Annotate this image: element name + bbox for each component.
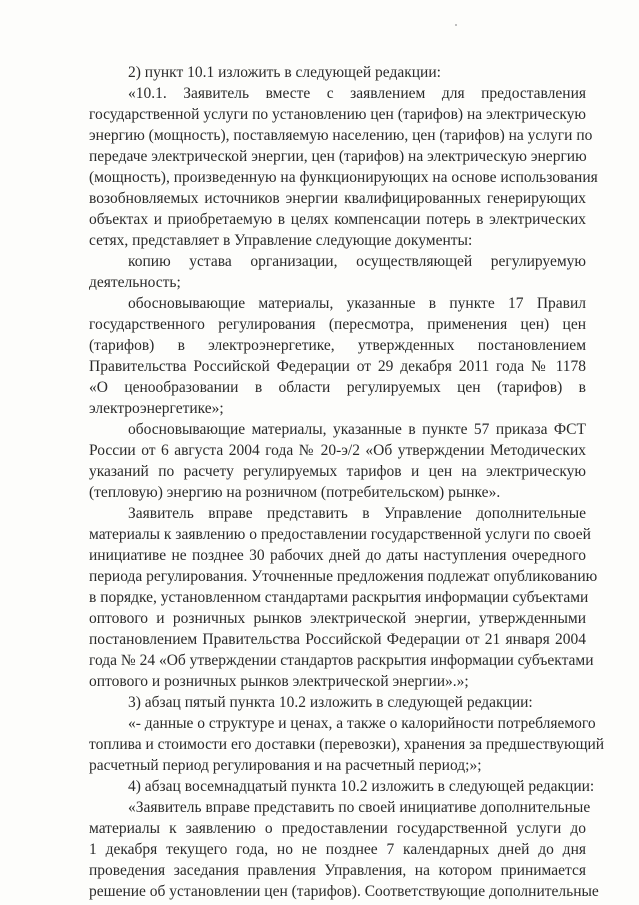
text-line: 3) абзац пятый пункта 10.2 изложить в следующей редакции:	[128, 694, 533, 711]
text-line: решение об установлении цен (тарифов). Соответствующие дополнительные	[89, 883, 599, 900]
text-line: Заявитель вправе представить в Управление дополнительные	[128, 505, 586, 522]
text-line: энергию (мощность), поставляемую населению, цен (тарифов) на услуги по	[89, 127, 593, 144]
text-line: (тарифов) в электроэнергетике, утвержденных постановлением	[89, 337, 586, 354]
text-line: (тепловую) энергию на розничном (потребительском) рынке».	[89, 484, 501, 501]
text-line: топлива и стоимости его доставки (перевозки), хранения за предшествующий	[89, 736, 605, 753]
text-line: расчетный период регулирования и на расчетный период;»;	[89, 757, 482, 774]
text-line: материалы к заявлению о предоставлении государственной услуги до	[89, 820, 586, 837]
text-line: указаний по расчету регулируемых тарифов и цен на электрическую	[89, 463, 586, 480]
text-line: года № 24 «Об утверждении стандартов раскрытия информации субъектами	[89, 652, 594, 669]
scan-speck	[455, 24, 457, 26]
text-line: инициативе не позднее 30 рабочих дней до даты наступления очередного	[89, 547, 586, 564]
text-line: «10.1. Заявитель вместе с заявлением для предоставления	[128, 85, 586, 102]
text-line: деятельность;	[89, 274, 181, 291]
text-line: (мощность), произведенную на функционирующих на основе использования	[89, 169, 598, 186]
text-line: возобновляемых источников энергии квалифицированных генерирующих	[89, 190, 586, 207]
text-line: проведения заседания правления Управления, на котором принимается	[89, 862, 586, 879]
text-line: государственного регулирования (пересмотра, применения цен) цен	[89, 316, 586, 333]
text-line: в порядке, установленном стандартами раскрытия информации субъектами	[89, 589, 589, 606]
text-line: копию устава организации, осуществляющей регулируемую	[128, 253, 586, 270]
text-line: обосновывающие материалы, указанные в пункте 57 приказа ФСТ	[128, 421, 586, 438]
text-line: сетях, представляет в Управление следующие документы:	[89, 232, 473, 249]
text-line: 4) абзац восемнадцатый пункта 10.2 изложить в следующей редакции:	[128, 778, 595, 795]
text-line: обосновывающие материалы, указанные в пункте 17 Правил	[128, 295, 586, 312]
text-line: «- данные о структуре и ценах, а также о калорийности потребляемого	[128, 715, 596, 732]
text-line: «О ценообразовании в области регулируемых цен (тарифов) в	[89, 379, 586, 396]
text-line: постановлением Правительства Российской Федерации от 21 января 2004	[89, 631, 586, 648]
text-line: передаче электрической энергии, цен (тарифов) на электрическую энергию	[89, 148, 587, 165]
text-line: Правительства Российской Федерации от 29 декабря 2011 года № 1178	[89, 358, 586, 375]
text-line: государственной услуги по установлению цен (тарифов) на электрическую	[89, 106, 586, 123]
text-line: оптового и розничных рынков электрической энергии».»;	[89, 673, 469, 690]
text-line: оптового и розничных рынков электрической энергии, утвержденными	[89, 610, 586, 627]
text-line: 2) пункт 10.1 изложить в следующей редакции:	[128, 64, 441, 81]
text-line: 1 декабря текущего года, но не позднее 7 календарных дней до дня	[89, 841, 586, 858]
text-line: «Заявитель вправе представить по своей инициативе дополнительные	[128, 799, 591, 816]
text-line: периода регулирования. Уточненные предложения подлежат опубликованию	[89, 568, 598, 585]
text-line: объектах и приобретаемую в целях компенсации потерь в электрических	[89, 211, 586, 228]
text-line: материалы к заявлению о предоставлении государственной услуги по своей	[89, 526, 591, 543]
text-line: электроэнергетике»;	[89, 400, 224, 417]
text-line: России от 6 августа 2004 года № 20-э/2 «Об утверждении Методических	[89, 442, 586, 459]
